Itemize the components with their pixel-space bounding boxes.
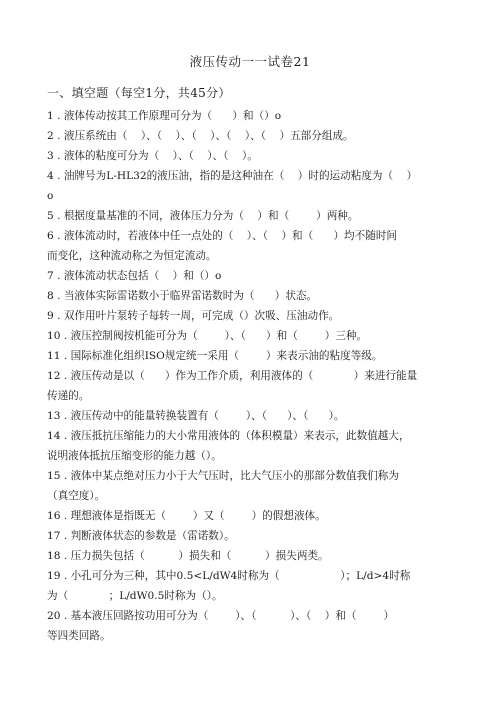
question-line: 6 . 液体流动时，若液体中任一点处的（ ）、（ ）和（ ）均不随时间 (47, 230, 398, 242)
question-line: 而变化，这种流动称之为恒定流动。 (47, 250, 217, 262)
question-line: 9 . 双作用叶片泵转子每转一周，可完成（）次吸、压油动作。 (47, 310, 340, 322)
question-line: 8 . 当液体实际雷诺数小于临界雷诺数时为（ ）状态。 (47, 290, 318, 302)
question-line: 7 . 液体流动状态包括（ ）和（）o (47, 270, 222, 282)
section-heading: 一、填空题（每空1分，共45分） (47, 86, 231, 100)
question-line: 12 . 液压传动是以（ ）作为工作介质，利用液体的（ ）来进行能量 (47, 370, 418, 382)
question-line: 19 . 小孔可分为三种，其中0.5<L/dW4时称为（ ）；L/d>4时称 (47, 570, 411, 582)
question-line: 14 . 液压抵抗压缩能力的大小常用液体的（体积模量）来表示，此数值越大， (47, 430, 410, 442)
document-title: 液压传动一一试卷21 (189, 54, 311, 69)
question-line: 3 . 液体的粘度可分为（ ）、（ ）、（ ）。 (47, 150, 258, 162)
question-line: 20 . 基本液压回路按功用可分为（ ）、（ ）、（ ）和（ ） (47, 610, 395, 622)
question-line: 说明液体抵抗压缩变形的能力越（）。 (47, 450, 222, 462)
question-line: 16 . 理想液体是指既无（ ）又（ ）的假想液体。 (47, 510, 326, 522)
question-line: 等四类回路。 (47, 630, 111, 642)
question-line: 11 . 国际标准化组织ISO规定统一采用（ ）来表示油的粘度等级。 (47, 350, 383, 362)
question-line: 10 . 液压控制阀按机能可分为（ ）、（ ）和（ ）三种。 (47, 330, 368, 342)
question-line: 15 . 液体中某点绝对压力小于大气压时，比大气压小的那部分数值我们称为 (47, 470, 399, 482)
question-line: （真空度）。 (47, 490, 106, 502)
question-line: 17 . 判断液体状态的参数是（雷诺数）。 (47, 530, 235, 542)
question-line: 5 . 根据度量基准的不同，液体压力分为（ ）和（ ）两种。 (47, 210, 359, 222)
question-line: 传递的。 (47, 390, 90, 402)
question-line: o (47, 190, 54, 202)
question-line: 18 . 压力损失包括（ ）损失和（ ）损失两类。 (47, 550, 329, 562)
question-line: 4 . 油牌号为L-HL32的液压油，指的是这种油在（ ）时的运动粘度为（ ） (47, 170, 418, 182)
question-line: 13 . 液压传动中的能量转换装置有（ ）、（ ）、（ ）。 (47, 410, 345, 422)
question-line: 为（ ；L/dW0.5时称为（）。 (47, 590, 223, 602)
question-line: 2 . 液压系统由（ ）、（ ）、（ ）、（ ）、（ ）五部分组成。 (47, 130, 354, 142)
question-line: 1 . 液体传动按其工作原理可分为（ ）和（）o (47, 110, 282, 122)
